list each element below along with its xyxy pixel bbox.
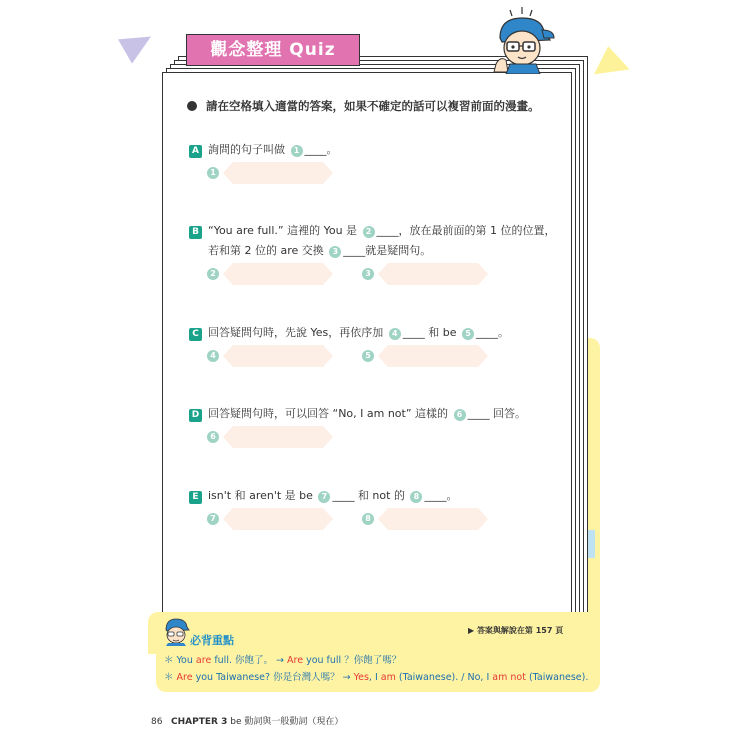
question-letter-badge: E: [189, 491, 202, 504]
answer-number: 4: [207, 350, 219, 362]
page-footer: [151, 714, 343, 727]
answer-box-7[interactable]: [207, 508, 337, 530]
answer-number: 2: [207, 268, 219, 280]
keypoint-line-2: ＊ Are you Taiwanese? 你是台灣人嗎？ → Yes, I am (Taiwanese). / No, I am not (Taiwanese).: [164, 672, 589, 683]
page-title: 觀念整理 Quiz: [186, 34, 360, 66]
answer-box-5[interactable]: [362, 345, 492, 367]
answer-box-8[interactable]: [362, 508, 492, 530]
blank-number: 3: [329, 246, 341, 258]
blank-number: 5: [462, 328, 474, 340]
answer-reference[interactable]: ▶ 答案與解說在第 157 頁: [468, 626, 564, 635]
keypoints-label: 必背重點: [190, 634, 234, 647]
bullet-dot-icon: [187, 101, 197, 111]
answer-number: 1: [207, 167, 219, 179]
question-d: D 回答疑問句時，可以回答 “No, I am not” 這樣的 6 ____ 回答。: [189, 405, 526, 422]
blank-number: 4: [389, 328, 401, 340]
chapter-label: CHAPTER 3: [171, 717, 228, 727]
answer-number: 8: [362, 513, 374, 525]
blank-number: 8: [410, 491, 422, 503]
answer-number: 3: [362, 268, 374, 280]
answer-box-6[interactable]: [207, 426, 337, 448]
mascot-icon: [492, 6, 558, 74]
keypoint-line-1: ＊ You are full. 你飽了。 → Are you full ？你飽了嗎？: [164, 655, 402, 666]
answer-box-1[interactable]: [207, 162, 337, 184]
instruction: 請在空格填入適當的答案，如果不確定的話可以複習前面的漫畫。: [187, 98, 540, 114]
blank-number: 7: [318, 491, 330, 503]
question-letter-badge: D: [189, 409, 202, 422]
page-number: 86: [151, 717, 163, 727]
answer-number: 7: [207, 513, 219, 525]
answer-number: 5: [362, 350, 374, 362]
answer-box-3[interactable]: [362, 263, 492, 285]
question-b: B “You are full.” 這裡的 You 是 2 ____，放在最前面的第 1 位的位置，: [189, 222, 556, 239]
decor-triangle-right: [590, 44, 629, 75]
answer-box-2[interactable]: [207, 263, 337, 285]
question-e: E isn't 和 aren't 是 be 7 ____ 和 not 的 8 ____。: [189, 487, 457, 504]
question-letter-badge: A: [189, 145, 202, 158]
blank-number: 1: [291, 145, 303, 157]
question-letter-badge: C: [189, 328, 202, 341]
blank-number: 6: [454, 409, 466, 421]
question-letter-badge: B: [189, 226, 202, 239]
question-c: C 回答疑問句時，先說 Yes，再依序加 4 ____ 和 be 5 ____。: [189, 324, 509, 341]
keypoints-mascot-icon: [162, 616, 190, 646]
decor-triangle-left: [118, 24, 158, 63]
chapter-subtitle: be 動詞與一般動詞（現在）: [230, 717, 344, 727]
answer-number: 6: [207, 431, 219, 443]
question-a: A 詢問的句子叫做 1 ____。: [189, 141, 338, 158]
question-b-line2: 若和第 2 位的 are 交換 3 ____就是疑問句。: [208, 244, 432, 257]
answer-box-4[interactable]: [207, 345, 337, 367]
blank-number: 2: [363, 226, 375, 238]
